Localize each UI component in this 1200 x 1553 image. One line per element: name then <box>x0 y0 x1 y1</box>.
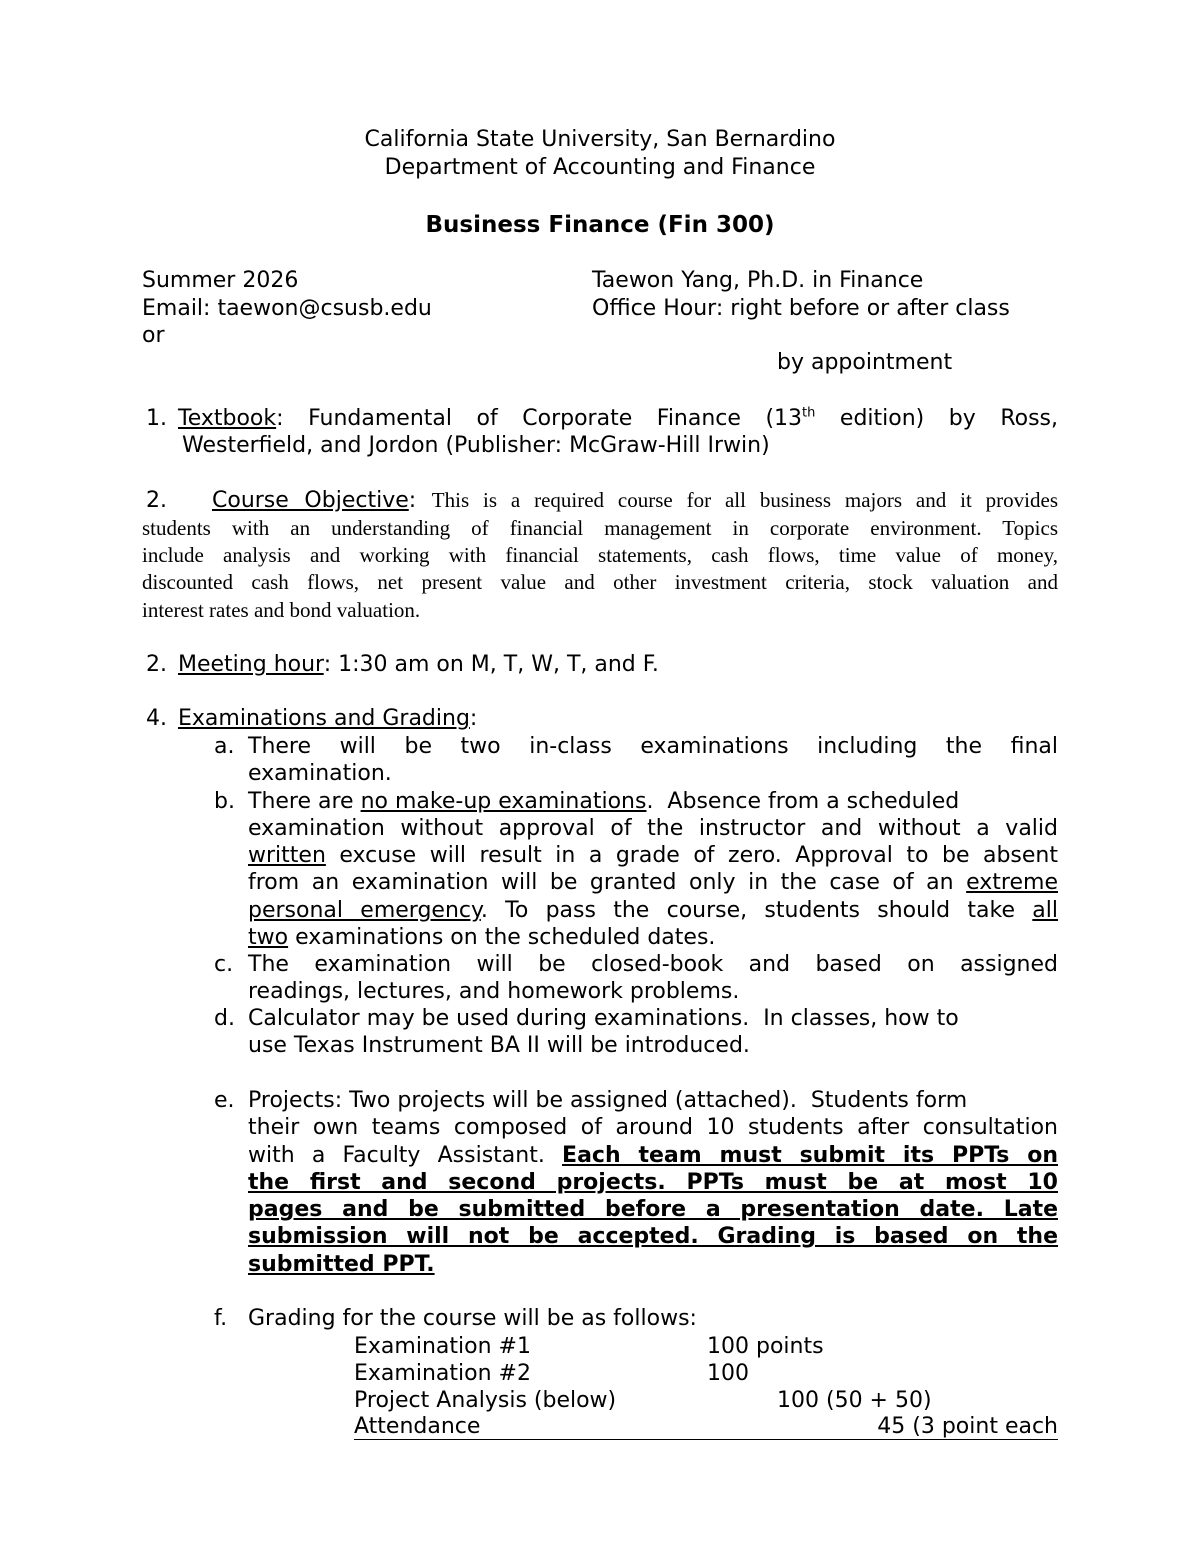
item-f-intro: Grading for the course will be as follows: <box>248 1306 697 1331</box>
grading-row-attendance <box>354 1414 1058 1440</box>
item-c-line1: The examination will be closed-book and based on assigned <box>248 952 1058 977</box>
item-e-line2: their own teams composed of around 10 students after consultation <box>248 1115 1058 1140</box>
item-d-line2: use Texas Instrument BA II will be introduced. <box>248 1033 750 1058</box>
item-b-line6: two examinations on the scheduled dates. <box>248 925 716 950</box>
university-name: California State University, San Bernardino <box>364 127 836 152</box>
item-e-line3: with a Faculty Assistant. Each team must submit its PPTs on <box>248 1143 1058 1168</box>
item-b-line2: examination without approval of the instructor and without a valid <box>248 816 1058 841</box>
exams-label: Examinations and Grading <box>178 706 470 731</box>
textbook-number: 1. <box>146 406 167 431</box>
objective-line1: Course Objective: This is a required course for all business majors and it provides <box>212 488 1058 513</box>
or-text: or <box>142 323 165 348</box>
no-makeup-emphasis: no make-up examinations <box>360 789 647 814</box>
office-hour: Office Hour: right before or after class <box>592 296 1010 321</box>
grading-row-item: Attendance <box>354 1414 481 1439</box>
grading-row-item: Examination #1 <box>354 1334 531 1359</box>
grading-row-points: 45 (3 point each <box>877 1414 1058 1439</box>
objective-label: Course Objective <box>212 488 409 513</box>
grading-row-item: Project Analysis (below) <box>354 1388 617 1413</box>
course-title: Business Finance (Fin 300) <box>425 212 775 238</box>
item-e-line6: submission will not be accepted. Grading is based on the <box>248 1224 1058 1249</box>
exams-number: 4. <box>146 706 167 731</box>
meeting-number: 2. <box>146 652 167 677</box>
term: Summer 2026 <box>142 268 299 293</box>
grading-row-points: 100 points <box>707 1334 824 1359</box>
item-b-letter: b. <box>214 789 235 814</box>
by-appointment: by appointment <box>777 350 953 375</box>
item-e-letter: e. <box>214 1088 235 1113</box>
item-f-letter: f. <box>214 1306 228 1331</box>
department-name: Department of Accounting and Finance <box>384 155 816 180</box>
meeting-line: Meeting hour: 1:30 am on M, T, W, T, and F. <box>178 652 659 677</box>
item-b-line1: There are no make-up examinations. Absence from a scheduled <box>248 789 960 814</box>
textbook-line2: Westerfield, and Jordon (Publisher: McGraw-Hill Irwin) <box>182 433 770 458</box>
item-e-line4: the first and second projects. PPTs must be at most 10 <box>248 1170 1058 1195</box>
item-a-line2: examination. <box>248 761 392 786</box>
item-b-line5: personal emergency. To pass the course, students should take all <box>248 898 1059 923</box>
item-e-line7: submitted PPT. <box>248 1252 435 1277</box>
item-e-line1: Projects: Two projects will be assigned (attached). Students form <box>248 1088 968 1113</box>
ppt-requirement: Each team must submit its PPTs on <box>562 1143 1058 1168</box>
email: Email: taewon@csusb.edu <box>142 296 432 321</box>
objective-line3: include analysis and working with financial statements, cash flows, time value of money, <box>142 543 1058 567</box>
item-c-line2: readings, lectures, and homework problems. <box>248 979 740 1004</box>
item-e-line5: pages and be submitted before a presentation date. Late <box>248 1197 1058 1222</box>
grading-row-item: Examination #2 <box>354 1361 531 1386</box>
item-b-line3: written excuse will result in a grade of zero. Approval to be absent <box>248 843 1058 868</box>
textbook-line1: Textbook: Fundamental of Corporate Finance (13th edition) by Ross, <box>178 405 1058 431</box>
objective-line4: discounted cash flows, net present value and other investment criteria, stock valuation and <box>142 570 1058 594</box>
item-b-line4: from an examination will be granted only in the case of an extreme <box>248 870 1058 895</box>
instructor: Taewon Yang, Ph.D. in Finance <box>592 268 924 293</box>
item-d-letter: d. <box>214 1006 235 1031</box>
objective-line2: students with an understanding of financial management in corporate environment. Topics <box>142 516 1058 540</box>
item-a-letter: a. <box>214 734 235 759</box>
objective-number: 2. <box>146 488 167 513</box>
item-d-line1: Calculator may be used during examinations. In classes, how to <box>248 1006 959 1031</box>
objective-line5: interest rates and bond valuation. <box>142 598 421 622</box>
item-a-line1: There will be two in-class examinations including the final <box>248 734 1058 759</box>
grading-row-points: 100 <box>707 1361 749 1386</box>
exams-heading: Examinations and Grading: <box>178 706 478 731</box>
textbook-label: Textbook <box>178 406 277 431</box>
item-c-letter: c. <box>214 952 234 977</box>
meeting-label: Meeting hour <box>178 652 324 677</box>
grading-row-points: 100 (50 + 50) <box>777 1388 932 1413</box>
